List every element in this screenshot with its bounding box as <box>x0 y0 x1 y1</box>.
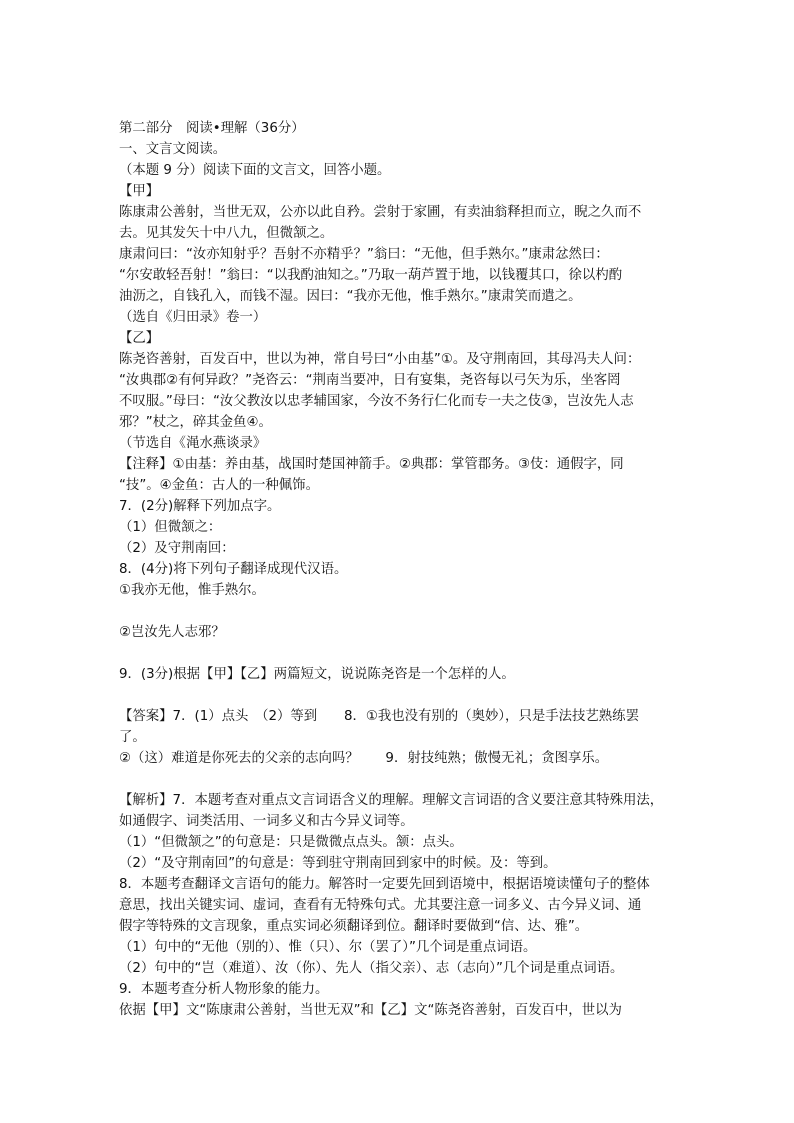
analysis-text: （2）句中的“岂（难道）、汝（你）、先人（指父亲）、志（志向）”几个词是重点词语。 <box>119 961 624 976</box>
analysis-text: （1）句中的“无他（别的）、惟（只）、尔（罢了）”几个词是重点词语。 <box>119 940 537 955</box>
analysis-text: 8．本题考查翻译文言语句的能力。解答时一定要先回到语境中，根据语境读懂句子的整体 <box>119 877 650 892</box>
passage-b-text: 陈尧咨善射，百发百中，世以为神，常自号曰“小由基”①。及守荆南回，其母冯夫人问： <box>119 352 641 367</box>
analysis-text: 9．本题考查分析人物形象的能力。 <box>119 982 329 997</box>
question-8: 8．(4分)将下列句子翻译成现代汉语。 <box>119 562 348 577</box>
blank-line <box>119 685 689 706</box>
passage-a-text: 康肃问曰：“汝亦知射乎？吾射不亦精乎？”翁曰：“无他，但手熟尔。”康肃忿然曰： <box>119 247 609 262</box>
question-7: 7．(2分)解释下列加点字。 <box>119 499 281 514</box>
passage-a-text: 去。见其发矢十中八九，但微颔之。 <box>119 226 334 241</box>
question-8-item: ②岂汝先人志邪？ <box>119 625 225 640</box>
document-page <box>119 118 689 1021</box>
passage-b-source: （节选自《渑水燕谈录》 <box>119 436 267 451</box>
question-9: 9．(3分)根据【甲】【乙】两篇短文，说说陈尧咨是一个怎样的人。 <box>119 667 515 682</box>
section-heading: 第二部分 阅读•理解（36分） <box>119 121 305 136</box>
blank-line <box>119 601 689 622</box>
blank-line <box>119 643 689 664</box>
passage-a-text: “尔安敢轻吾射！”翁曰：“以我酌油知之。”乃取一葫芦置于地，以钱覆其口，徐以杓酌 <box>119 268 623 283</box>
annotation: 【注释】①由基：养由基，战国时楚国神箭手。②典郡：掌管郡务。③伎：通假字，同 <box>119 457 624 472</box>
annotation: “技”。④金鱼：古人的一种佩饰。 <box>119 478 319 493</box>
subsection-heading: 一、文言文阅读。 <box>119 142 227 157</box>
passage-b-label: 【乙】 <box>119 331 160 346</box>
analysis-text: 假字等特殊的文言现象，重点实词必须翻译到位。翻译时要做到“信、达、雅”。 <box>119 919 589 934</box>
question-intro: （本题 9 分）阅读下面的文言文，回答小题。 <box>119 163 391 178</box>
analysis-text: 如通假字、词类活用、一词多义和古今异义词等。 <box>119 814 414 829</box>
analysis-text: （2）“及守荆南回”的句意是：等到驻守荆南回到家中的时候。及：等到。 <box>119 856 557 871</box>
analysis-text: 依据【甲】文“陈康肃公善射，当世无双”和【乙】文“陈尧咨善射，百发百中，世以为 <box>119 1003 622 1018</box>
passage-a-source: （选自《归田录》卷一） <box>119 310 267 325</box>
analysis-text: 意思，找出关键实词、虚词，查看有无特殊句式。尤其要注意一词多义、古今异义词、通 <box>119 898 642 913</box>
analysis-text: 【解析】7．本题考查对重点文言词语含义的理解。理解文言词语的含义要注意其特殊用法， <box>119 793 664 808</box>
answer-text: 了。 <box>119 730 146 745</box>
question-7-item: （1）但微颔之： <box>119 520 222 535</box>
answer-text: 【答案】7．(1）点头 （2）等到 8．①我也没有别的（奥妙），只是手法技艺熟练罢 <box>119 709 639 724</box>
answer-text: ②（这）难道是你死去的父亲的志向吗？ 9．射技纯熟；傲慢无礼；贪图享乐。 <box>119 751 609 766</box>
analysis-text: （1）“但微颔之”的句意是：只是微微点点头。颔：点头。 <box>119 835 463 850</box>
question-7-item: （2）及守荆南回： <box>119 541 235 556</box>
passage-b-text: “汝典郡②有何异政？”尧咨云：“荆南当要冲，日有宴集，尧咨每以弓矢为乐，坐客罔 <box>119 373 621 388</box>
passage-a-text: 油沥之，自钱孔入，而钱不湿。因曰：“我亦无他，惟手熟尔。”康肃笑而遣之。 <box>119 289 582 304</box>
passage-b-text: 不叹服。”母曰：“汝父教汝以忠孝辅国家，今汝不务行仁化而专一夫之伎③，岂汝先人志 <box>119 394 634 409</box>
passage-a-label: 【甲】 <box>119 184 160 199</box>
passage-a-text: 陈康肃公善射，当世无双，公亦以此自矜。尝射于家圃，有卖油翁释担而立，睨之久而不 <box>119 205 642 220</box>
question-8-item: ①我亦无他，惟手熟尔。 <box>119 583 265 598</box>
passage-b-text: 邪？”杖之，碎其金鱼④。 <box>119 415 272 430</box>
blank-line <box>119 769 689 790</box>
